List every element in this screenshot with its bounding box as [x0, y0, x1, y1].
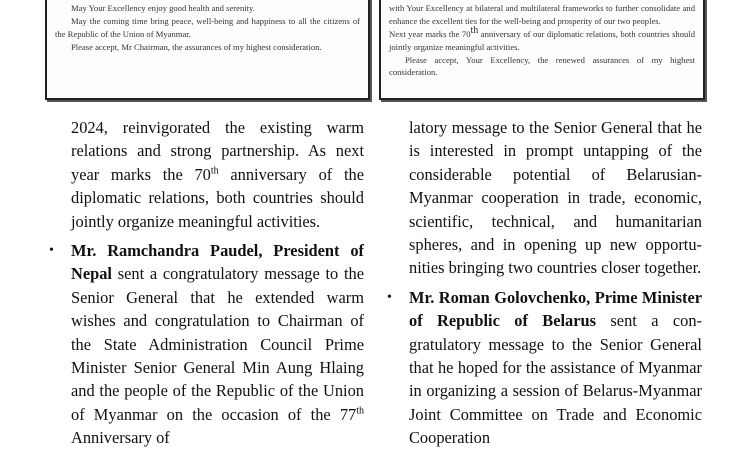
- letter-line: May the coming time bring peace, well-being and happiness to all the citizens of the Republic of the Union of Myanmar.: [55, 15, 360, 39]
- person-name: Mr. Ramchandra Paudel, President of Nepal: [71, 241, 364, 284]
- letter-line: Please accept, Mr Chairman, the assurances of my highest consideration.: [71, 41, 322, 52]
- bullet-icon: •: [387, 289, 392, 305]
- person-name: Mr. Roman Golovchenko, Prime Minister of Republic of Belarus: [409, 287, 702, 331]
- letter-line: Next year marks the 70th anniversary of our diplomatic relations, both countries should jointly organize meaningful activities.: [389, 24, 695, 52]
- left-column: [49, 116, 364, 450]
- letter-line: with Your Excellency at bilateral and multilateral frameworks to further consolidate and enhance the excellent ties for the well-being and prosperity of our two peoples.: [389, 2, 695, 26]
- body-paragraph: latory message to the Senior General that he is interested in prompt untapping of the considerable potential of Belarusian-Myanmar cooperation in trade, economic, scientific, technical, and humanitarian spheres, and in opening up new opportunities bringing two countries closer together.: [409, 118, 702, 278]
- list-item-text: Mr. Ramchandra Paudel, President of Nepal sent a congratulatory message to the Senior General that he extended warm wishes and congratulation to Chairman of the State Administration Council Prime Minister Senior General Min Aung Hlaing and the people of the Republic of the Union of Myanmar on the occasion of the 77th Anniversary of: [71, 241, 364, 448]
- list-item-text: Mr. Roman Golovchenko, Prime Minister of Republic of Belarus sent a congratulatory message to the Senior General that he hoped for the assistance of Myanmar in organizing a session of Belarus-Myanmar Joint Committee on Trade and Economic Cooperation: [409, 287, 702, 448]
- list-item: [387, 286, 702, 450]
- letter-excerpt-box-left: [45, 0, 370, 100]
- letter-excerpt-box-right: [379, 0, 705, 100]
- right-column: [387, 116, 702, 450]
- body-paragraph: 2024, reinvigorated the existing warm relations and strong partnership. As next year marks the 70th anniversary of the diplomatic relations, both countries should jointly organize meaningful activities.: [71, 118, 364, 231]
- letter-line: Please accept, Your Excellency, the renewed assurances of my highest consideration.: [389, 54, 695, 78]
- letter-line: May Your Excellency enjoy good health and serenity.: [71, 2, 255, 13]
- bullet-icon: •: [49, 243, 54, 259]
- list-item: [49, 239, 364, 450]
